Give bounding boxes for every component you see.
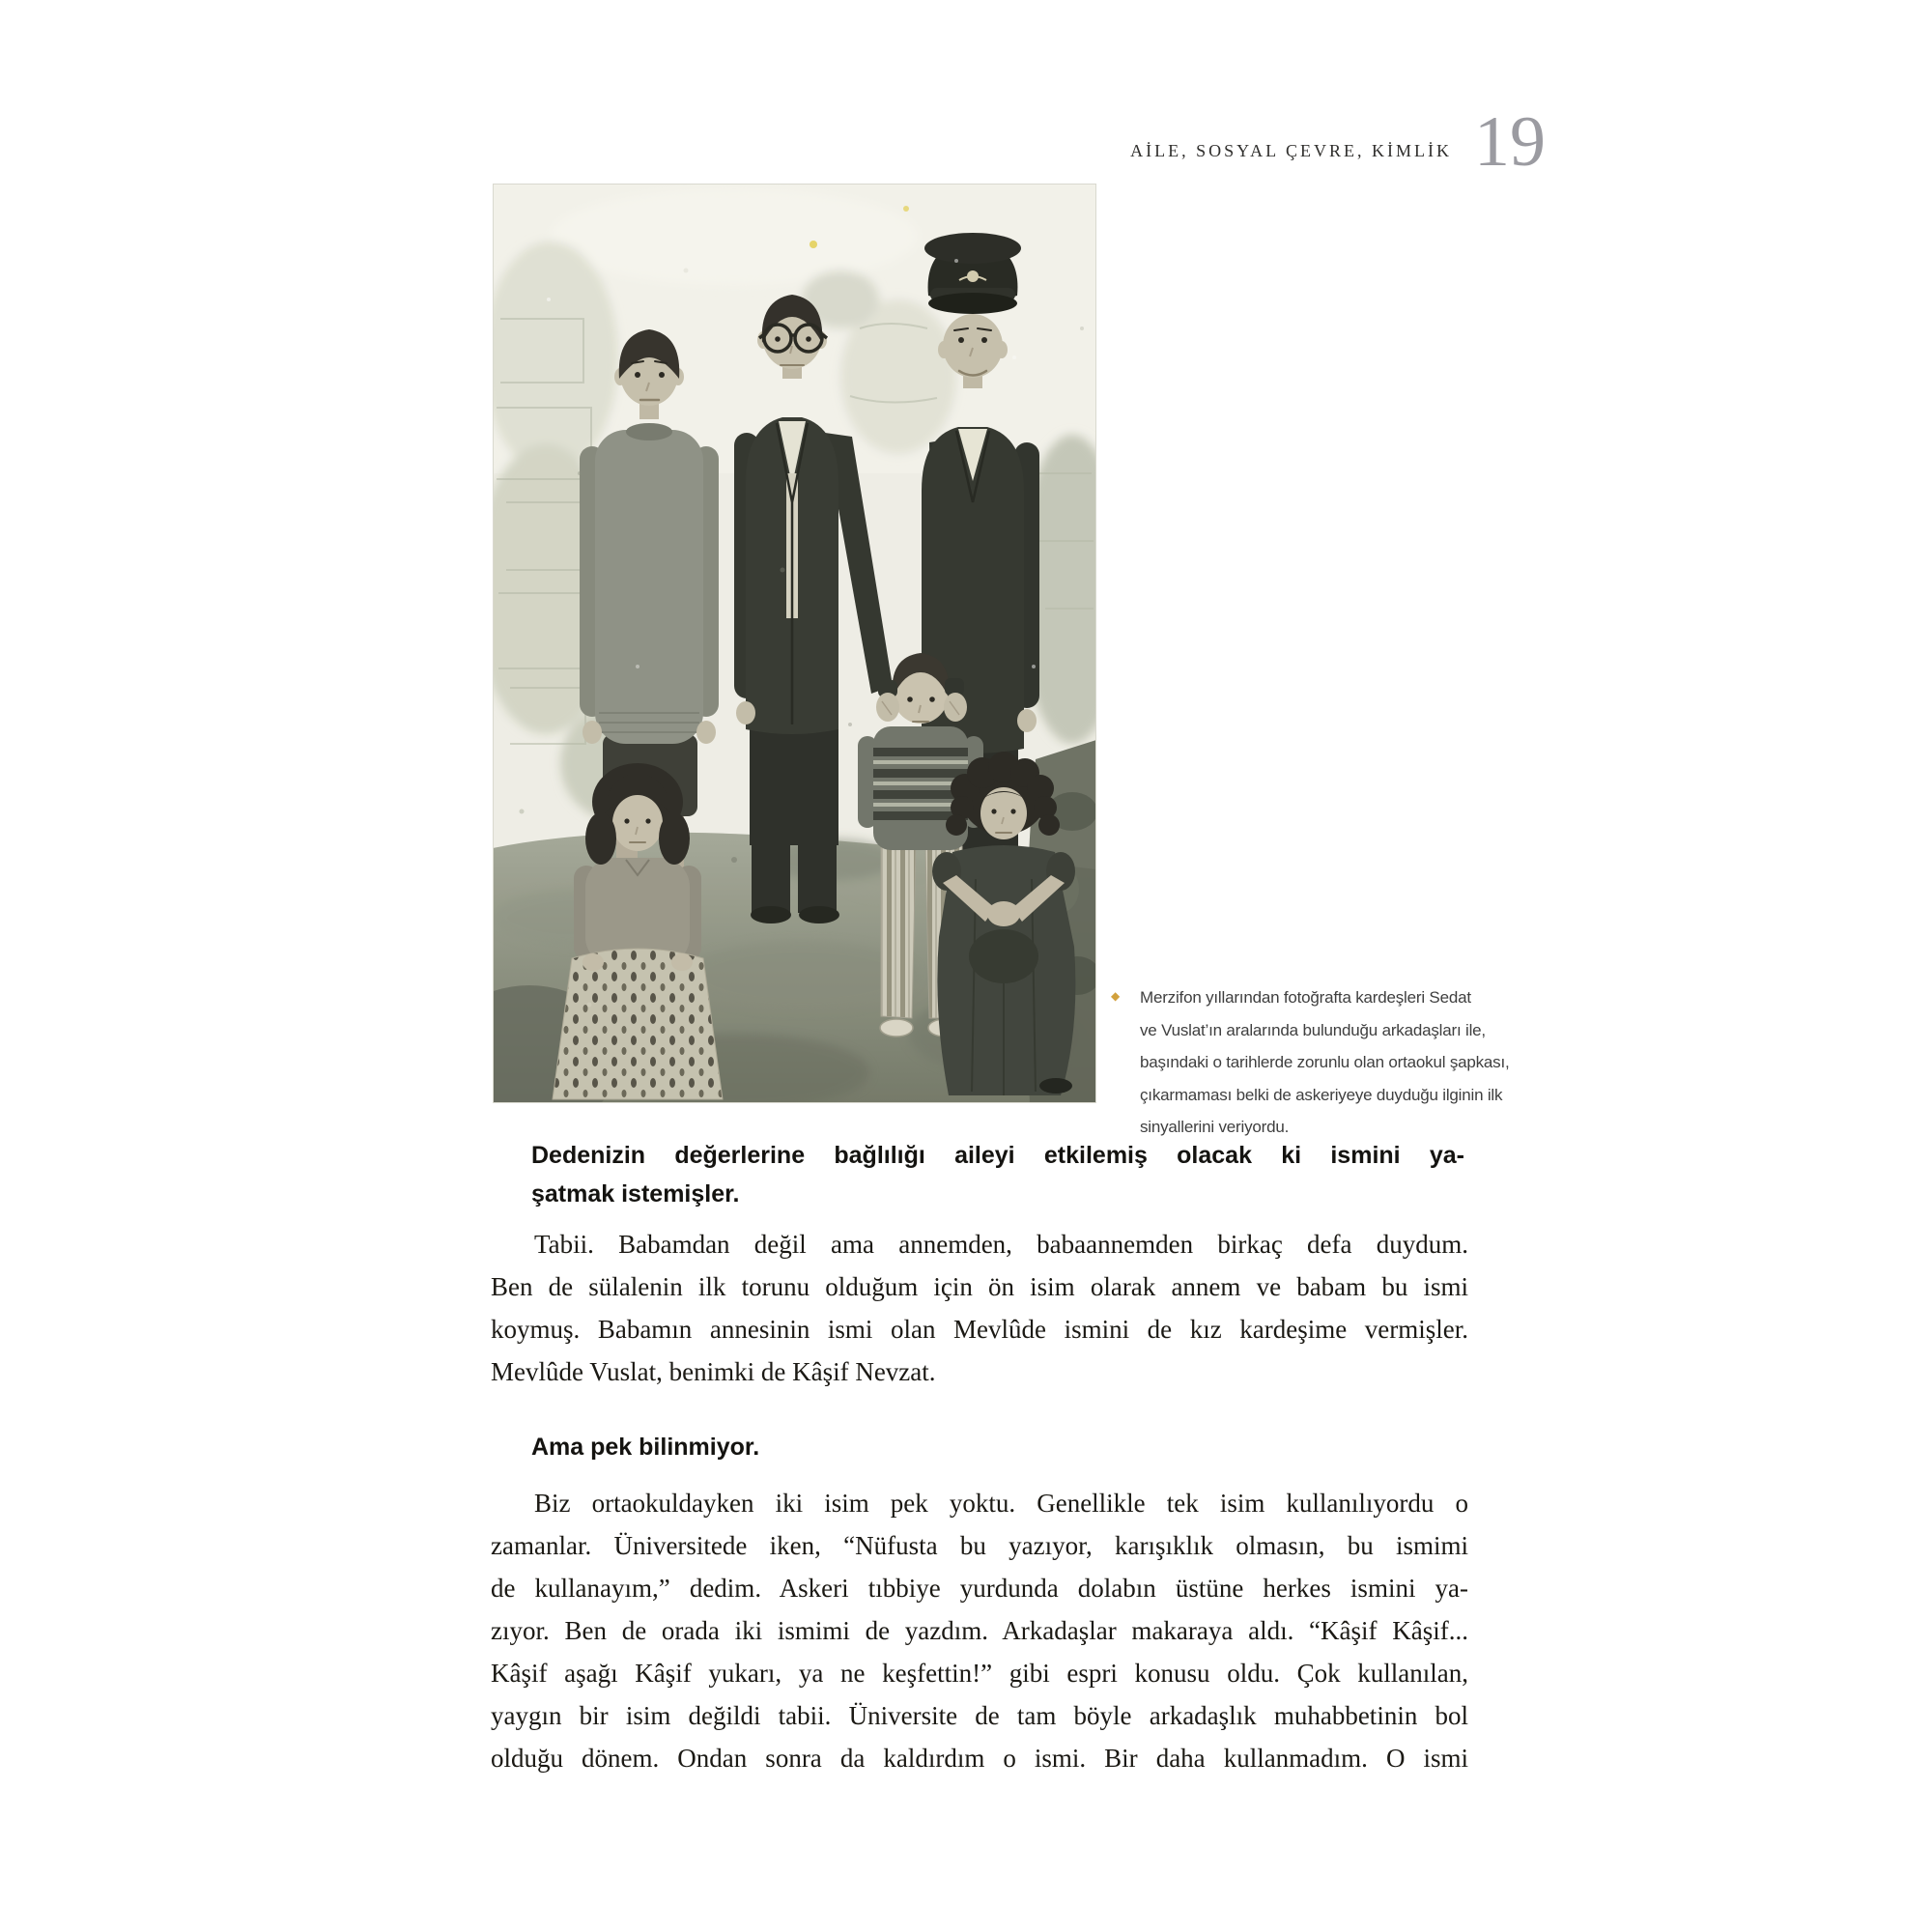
photo-caption (1111, 981, 1565, 1144)
interview-answer-2 (491, 1482, 1468, 1779)
text-line: yaygın bir isim değildi tabii. Üniversite de tam böyle arkadaşlık muhabbetinin bol (491, 1701, 1468, 1730)
text-line: koymuş. Babamın annesinin ismi olan Mevlûde ismini de kız kardeşime vermişler. (491, 1315, 1468, 1344)
interview-question-2 (531, 1428, 1464, 1466)
text-line: de kullanayım,” dedim. Askeri tıbbiye yurdunda dolabın üstüne herkes ismini ya- (491, 1574, 1468, 1603)
text-line: Biz ortaokuldayken iki isim pek yoktu. Genellikle tek isim kullanılıyordu o (534, 1489, 1468, 1518)
page-number: 19 (1474, 102, 1546, 182)
text-line: olduğu dönem. Ondan sonra da kaldırdım o ismi. Bir daha kullanmadım. O ismi (491, 1744, 1468, 1773)
vintage-photo-svg (493, 184, 1096, 1103)
text-line: Kâşif aşağı Kâşif yukarı, ya ne keşfettin!” gibi espri konusu oldu. Çok kullanılan, (491, 1659, 1468, 1688)
text-line: Mevlûde Vuslat, benimki de Kâşif Nevzat. (491, 1357, 936, 1386)
text-line: sinyallerini veriyordu. (1140, 1118, 1290, 1136)
caption-text (1140, 981, 1565, 1144)
text-line: başındaki o tarihlerde zorunlu olan ortaokul şapkası, (1140, 1053, 1510, 1071)
text-line: Ben de sülalenin ilk torunu olduğum için ön isim olarak annem ve babam bu ismi (491, 1272, 1468, 1301)
family-photo (493, 184, 1096, 1103)
interview-question-1 (531, 1136, 1464, 1213)
text-line: zamanlar. Üniversitede iken, “Nüfusta bu yazıyor, karışıklık olmasın, bu ismimi (491, 1531, 1468, 1560)
text-line: şatmak istemişler. (531, 1180, 740, 1208)
text-line: Tabii. Babamdan değil ama annemden, babaannemden birkaç defa duydum. (534, 1230, 1468, 1259)
text-line: Merzifon yıllarından fotoğrafta kardeşleri Sedat (1140, 988, 1471, 1007)
caption-diamond-icon: ◆ (1111, 989, 1121, 1003)
text-line: çıkarmaması belki de askeriyeye duyduğu ilginin ilk (1140, 1085, 1503, 1104)
text-line: ve Vuslat’ın aralarında bulunduğu arkadaşları ile, (1140, 1020, 1486, 1039)
text-line: zıyor. Ben de orada iki ismimi de yazdım. Arkadaşlar makaraya aldı. “Kâşif Kâşif... (491, 1616, 1468, 1645)
section-title: AİLE, SOSYAL ÇEVRE, KİMLİK (1130, 141, 1452, 160)
interview-answer-1 (491, 1223, 1468, 1393)
text-line: Dedenizin değerlerine bağlılığı aileyi etkilemiş olacak ki ismini ya- (531, 1142, 1464, 1169)
text-line: Ama pek bilinmiyor. (531, 1434, 760, 1461)
